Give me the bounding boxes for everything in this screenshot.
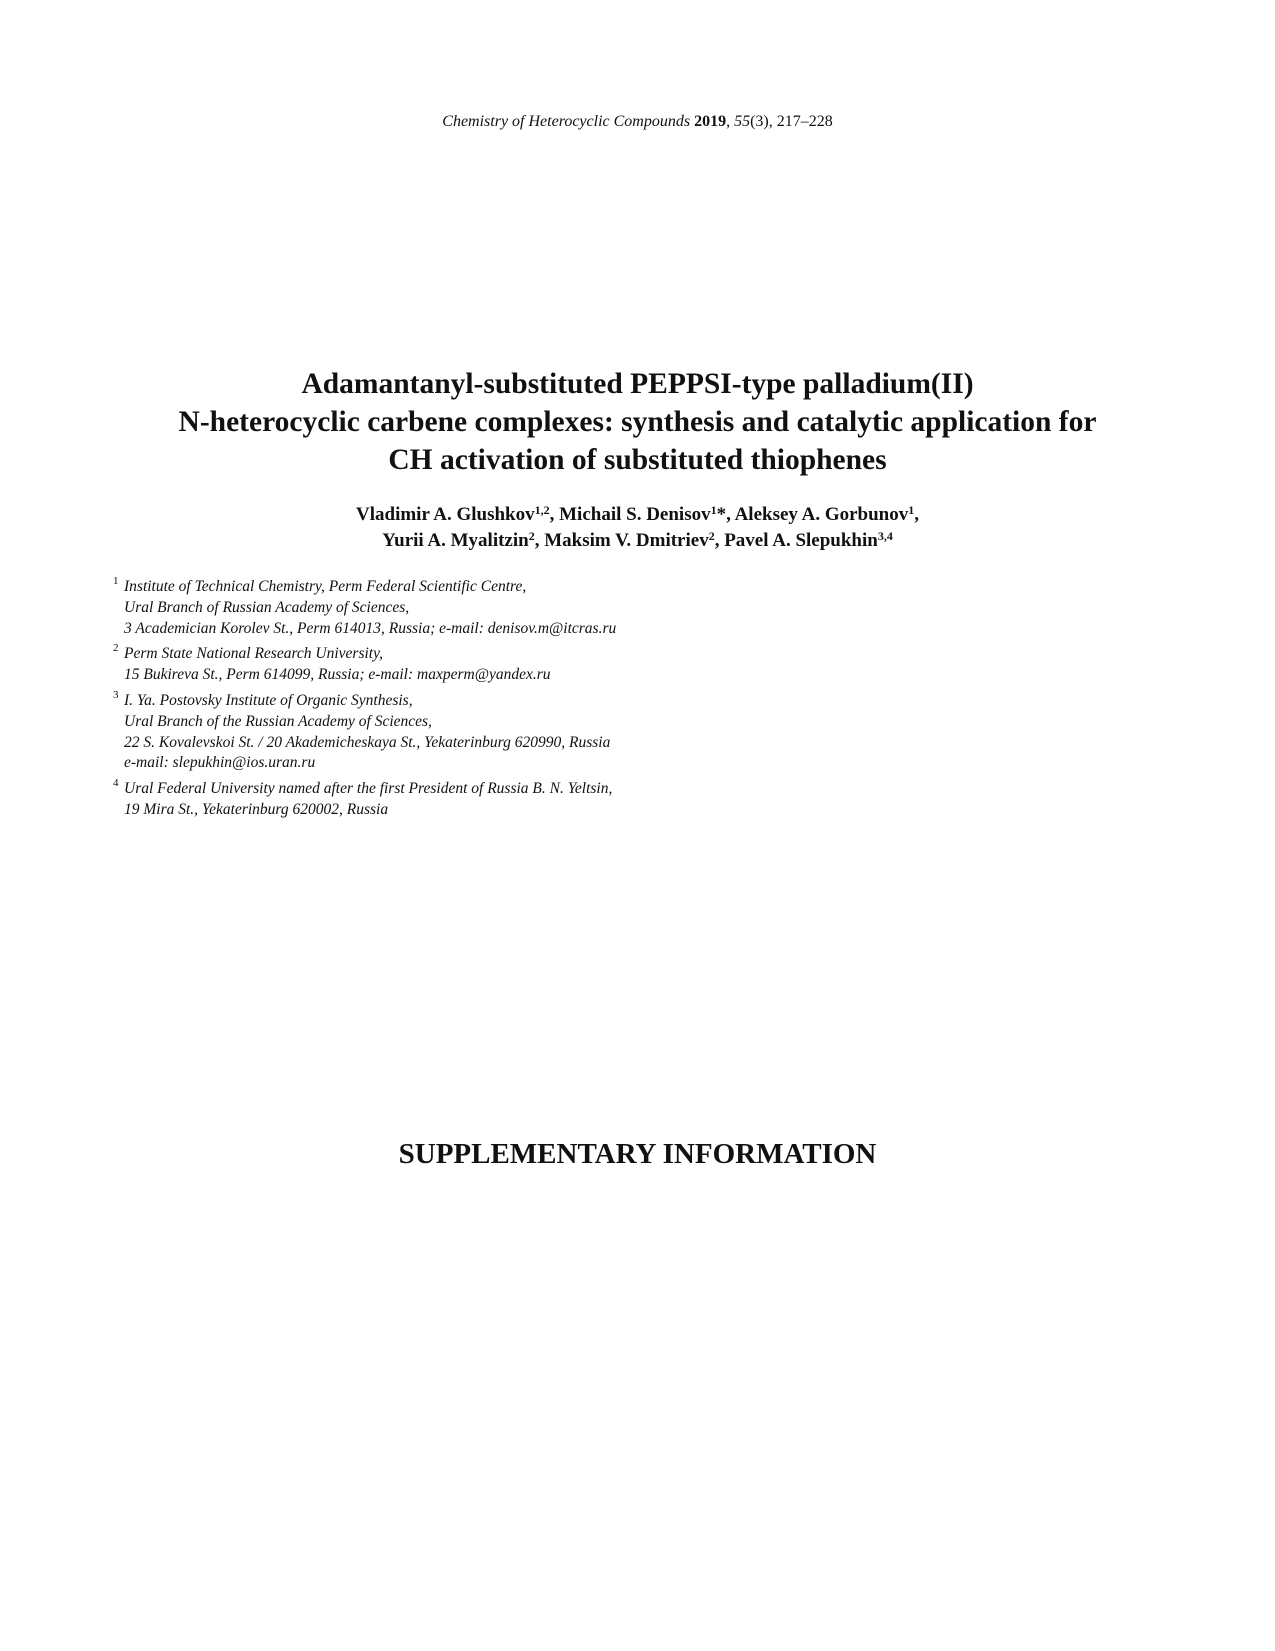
affiliation-line: Institute of Technical Chemistry, Perm Federal Scientific Centre, (124, 578, 527, 595)
author-name: Yurii A. Myalitzin (382, 530, 529, 551)
affiliation-line: 15 Bukireva St., Perm 614099, Russia; e-mail: maxperm@yandex.ru (124, 666, 551, 684)
author-affiliation-mark: 2 (528, 529, 535, 543)
author-name: Michail S. Denisov (559, 504, 711, 525)
section-heading: SUPPLEMENTARY INFORMATION (398, 1138, 877, 1170)
affiliation-number: 3 (113, 688, 119, 701)
journal-citation: Chemistry of Heterocyclic Compounds 2019, 55(3), 217–228 (442, 113, 833, 130)
paper-title-line: N-heterocyclic carbene complexes: synthesis and catalytic application for (178, 406, 1097, 438)
author-affiliation-mark: 3,4 (877, 529, 893, 543)
author-affiliation-mark: 1,2 (534, 503, 550, 517)
author-affiliation-mark: 1 (908, 503, 915, 517)
author-list (60, 502, 1215, 554)
author-affiliation-mark: 2 (708, 529, 715, 543)
affiliation-line: 22 S. Kovalevskoi St. / 20 Akademicheskaya St., Yekaterinburg 620990, Russia (124, 733, 611, 751)
affiliation-line: Ural Federal University named after the first President of Russia B. N. Yeltsin, (124, 780, 613, 798)
affiliation-item (113, 644, 1013, 686)
author-name: Vladimir A. Glushkov (356, 504, 535, 525)
affiliation-number: 1 (113, 575, 119, 587)
author-name: Maksim V. Dmitriev (544, 530, 709, 551)
affiliation-line: 3 Academician Korolev St., Perm 614013, Russia; e-mail: denisov.m@itcras.ru (124, 619, 617, 637)
author-name: Aleksey A. Gorbunov (734, 504, 909, 525)
paper-title (60, 365, 1215, 479)
author-affiliation-mark: 1 (710, 503, 717, 517)
affiliation-item (113, 688, 1013, 774)
paper-title-line: Adamantanyl-substituted PEPPSI-type palladium(II) (301, 368, 974, 400)
author-line: Vladimir A. Glushkov$^{1,2}$, Michail S. Denisov$^1$*, Aleksey A. Gorbunov$^1$, (356, 503, 919, 525)
affiliation-line: 19 Mira St., Yekaterinburg 620002, Russia (124, 800, 389, 818)
affiliation-number: 4 (113, 777, 119, 790)
affiliation-line: I. Ya. Postovsky Institute of Organic Synthesis, (124, 691, 413, 709)
journal-issue-pages: (3), 217–228 (750, 113, 833, 130)
paper-title-line: CH activation of substituted thiophenes (388, 444, 887, 476)
journal-year: 2019 (694, 113, 727, 130)
affiliation-line: Ural Branch of Russian Academy of Sciences, (124, 598, 410, 616)
affiliation-item (113, 577, 1013, 639)
affiliation-line: e-mail: slepukhin@ios.uran.ru (124, 754, 316, 772)
affiliation-number: 2 (113, 642, 119, 655)
affiliation-line: Perm State National Research University, (124, 645, 384, 663)
author-line: Yurii A. Myalitzin$^2$, Maksim V. Dmitriev$^2$, Pavel A. Slepukhin$^{3,4}$ (382, 529, 893, 551)
journal-name: Chemistry of Heterocyclic Compounds (442, 113, 691, 130)
author-name: Pavel A. Slepukhin (724, 530, 878, 551)
affiliation-line: Ural Branch of the Russian Academy of Sciences, (124, 712, 432, 730)
affiliation-item (113, 779, 1013, 821)
journal-volume: 55 (734, 113, 751, 130)
affiliation-list (113, 577, 1013, 826)
